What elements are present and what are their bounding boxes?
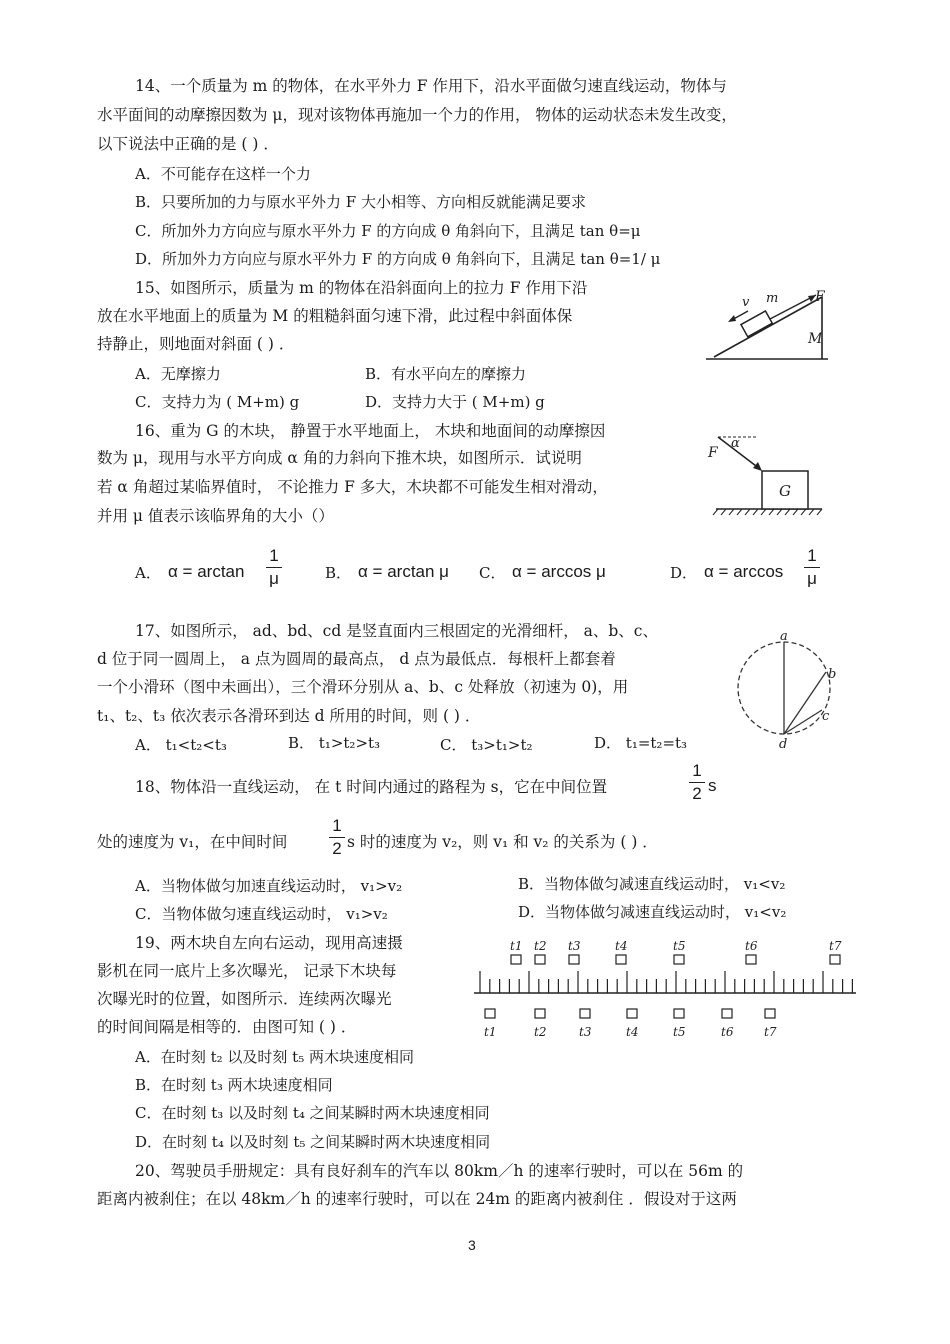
upper-block-1: [511, 955, 521, 964]
lower-time-label-7: t7: [764, 1025, 777, 1039]
q17-stem-line1: 17、如图所示， ad、bd、cd 是竖直面内三根固定的光滑细杆， a、b、c、: [135, 622, 658, 640]
q17-stem-line3: 一个小滑环（图中未画出），三个滑环分别从 a、b、c 处释放（初速为 0)，用: [97, 678, 629, 696]
fig-label-b: b: [828, 667, 837, 682]
q16-option-d-label: D．: [670, 564, 698, 582]
multiple-exposure-figure: [470, 935, 860, 1043]
q16-stem-line1: 16、重为 G 的木块， 静置于水平地面上， 木块和地面间的动摩擦因: [135, 422, 606, 440]
incline-figure: [700, 285, 840, 365]
q16-stem-line2: 数为 μ，现用与水平方向成 α 角的力斜向下推木块，如图所示．试说明: [97, 449, 582, 467]
q16-option-d-frac: 1 μ: [804, 546, 820, 589]
q20-stem-line1: 20、驾驶员手册规定：具有良好刹车的汽车以 80km／h 的速率行驶时，可以在 56m 的: [135, 1162, 744, 1180]
lower-time-label-4: t4: [626, 1025, 639, 1039]
q16-option-b-label: B．: [325, 564, 352, 582]
q19-stem-line1: 19、两木块自左向右运动，现用高速摄: [135, 934, 403, 952]
upper-block-2: [535, 955, 545, 964]
upper-time-label-1: t1: [510, 939, 523, 953]
page-number: 3: [468, 1237, 476, 1253]
q16-stem-line4: 并用 μ 值表示该临界角的大小（）: [97, 507, 334, 525]
q18-stem-line2-post: s 时的速度为 v₂，则 v₁ 和 v₂ 的关系为 ( ) ．: [347, 833, 658, 851]
q15-option-b: B．有水平向左的摩擦力: [365, 365, 527, 383]
lower-time-label-6: t6: [721, 1025, 734, 1039]
lower-block-4: [627, 1009, 637, 1018]
upper-time-label-6: t6: [745, 939, 758, 953]
q14-option-d: D．所加外力方向应与原水平外力 F 的方向成 θ 角斜向下，且满足 tan θ=1/ μ: [135, 250, 661, 268]
q18-frac-half-2: 1 2: [329, 816, 345, 859]
fig-label-a: a: [780, 629, 788, 644]
q19-option-c: C．在时刻 t₃ 以及时刻 t₄ 之间某瞬时两木块速度相同: [135, 1104, 490, 1122]
q16-option-c-expr: α = arccos μ: [512, 562, 606, 581]
lower-block-2: [535, 1009, 545, 1018]
upper-block-6: [746, 955, 756, 964]
q18-option-a: A．当物体做匀加速直线运动时， v₁>v₂: [135, 877, 403, 895]
q18-option-b: B．当物体做匀减速直线运动时， v₁<v₂: [518, 875, 786, 893]
q18-option-c: C．当物体做匀速直线运动时， v₁>v₂: [135, 905, 388, 923]
q17-option-d: D． t₁=t₂=t₃: [594, 734, 688, 752]
q15-option-a: A．无摩擦力: [135, 365, 221, 383]
upper-block-3: [569, 955, 579, 964]
upper-time-label-2: t2: [534, 939, 547, 953]
fig-label-d: d: [779, 737, 788, 752]
lower-time-label-5: t5: [673, 1025, 686, 1039]
q16-option-b-expr: α = arctan μ: [358, 562, 449, 581]
q15-stem-line1: 15、如图所示，质量为 m 的物体在沿斜面向上的拉力 F 作用下沿: [135, 279, 588, 297]
q14-stem-line1: 14、一个质量为 m 的物体，在水平外力 F 作用下，沿水平面做匀速直线运动，物体与: [135, 77, 727, 95]
q16-option-c-label: C．: [479, 564, 506, 582]
fig-label-F: F: [708, 445, 718, 461]
q16-option-a-frac: 1 μ: [266, 546, 282, 589]
q19-stem-line2: 影机在同一底片上多次曝光， 记录下木块每: [97, 962, 397, 980]
q14-option-a: A．不可能存在这样一个力: [135, 165, 311, 183]
lower-time-label-1: t1: [484, 1025, 497, 1039]
upper-time-label-4: t4: [615, 939, 628, 953]
upper-block-5: [674, 955, 684, 964]
fig-label-F: F: [815, 289, 825, 305]
q14-option-b: B．只要所加的力与原水平外力 F 大小相等、方向相反就能满足要求: [135, 193, 586, 211]
q19-option-a: A．在时刻 t₂ 以及时刻 t₅ 两木块速度相同: [135, 1048, 414, 1066]
q17-stem-line2: d 位于同一圆周上， a 点为圆周的最高点， d 点为最低点．每根杆上都套着: [97, 650, 616, 668]
lower-time-label-2: t2: [534, 1025, 547, 1039]
fig-label-m: m: [766, 291, 779, 306]
q19-stem-line3: 次曝光时的位置，如图所示．连续两次曝光: [97, 990, 392, 1008]
q15-stem-line2: 放在水平地面上的质量为 M 的粗糙斜面匀速下滑，此过程中斜面体保: [97, 307, 573, 325]
upper-block-4: [616, 955, 626, 964]
q17-option-a: A． t₁<t₂<t₃: [135, 736, 227, 754]
push-block-figure: [700, 425, 830, 520]
q19-option-b: B．在时刻 t₃ 两木块速度相同: [135, 1076, 333, 1094]
q16-option-d-expr: α = arccos: [704, 562, 784, 581]
q17-option-b: B． t₁>t₂>t₃: [288, 734, 381, 752]
q20-stem-line2: 距离内被刹住；在以 48km／h 的速率行驶时，可以在 24m 的距离内被刹住 ．假设对于这两: [97, 1190, 737, 1208]
q17-option-c: C． t₃>t₁>t₂: [440, 736, 533, 754]
fig-label-M: M: [808, 331, 823, 347]
lower-block-3: [580, 1009, 590, 1018]
q15-option-d: D．支持力大于 ( M+m) g: [365, 393, 545, 411]
lower-block-1: [485, 1009, 495, 1018]
q15-option-c: C．支持力为 ( M+m) g: [135, 393, 300, 411]
q19-option-d: D．在时刻 t₄ 以及时刻 t₅ 之间某瞬时两木块速度相同: [135, 1133, 491, 1151]
q16-option-a-expr: α = arctan: [168, 562, 245, 581]
upper-time-label-5: t5: [673, 939, 686, 953]
q16-stem-line3: 若 α 角超过某临界值时， 不论推力 F 多大，木块都不可能发生相对滑动，: [97, 478, 608, 496]
upper-block-7: [830, 955, 840, 964]
q19-stem-line4: 的时间间隔是相等的．由图可知 ( ) ．: [97, 1018, 357, 1036]
q15-stem-line3: 持静止，则地面对斜面 ( ) ．: [97, 335, 295, 353]
q18-stem-line2-pre: 处的速度为 v₁，在中间时间: [97, 833, 288, 851]
fig-label-alpha: α: [731, 436, 740, 451]
q18-stem-line1: 18、物体沿一直线运动， 在 t 时间内通过的路程为 s，它在中间位置: [135, 778, 608, 796]
q18-frac-half-1: 1 2: [689, 761, 705, 804]
q14-stem-line3: 以下说法中正确的是 ( ) ．: [97, 135, 279, 153]
fig-label-G: G: [779, 482, 791, 500]
lower-block-7: [765, 1009, 775, 1018]
q18-option-d: D．当物体做匀减速直线运动时， v₁<v₂: [518, 903, 787, 921]
fig-label-c: c: [822, 709, 830, 724]
fig-label-v: v: [742, 295, 750, 310]
q17-stem-line4: t₁、t₂、t₃ 依次表示各滑环到达 d 所用的时间，则 ( ) ．: [97, 707, 481, 725]
lower-time-label-3: t3: [579, 1025, 592, 1039]
q14-stem-line2: 水平面间的动摩擦因数为 μ，现对该物体再施加一个力的作用， 物体的运动状态未发生改变，: [97, 106, 737, 124]
circle-rods-figure: [732, 630, 844, 752]
q14-option-c: C．所加外力方向应与原水平外力 F 的方向成 θ 角斜向下，且满足 tan θ=μ: [135, 222, 641, 240]
lower-block-6: [722, 1009, 732, 1018]
upper-time-label-3: t3: [568, 939, 581, 953]
q18-frac1-after: s: [708, 776, 717, 795]
upper-time-label-7: t7: [829, 939, 842, 953]
q16-option-a-label: A．: [135, 564, 161, 582]
lower-block-5: [674, 1009, 684, 1018]
